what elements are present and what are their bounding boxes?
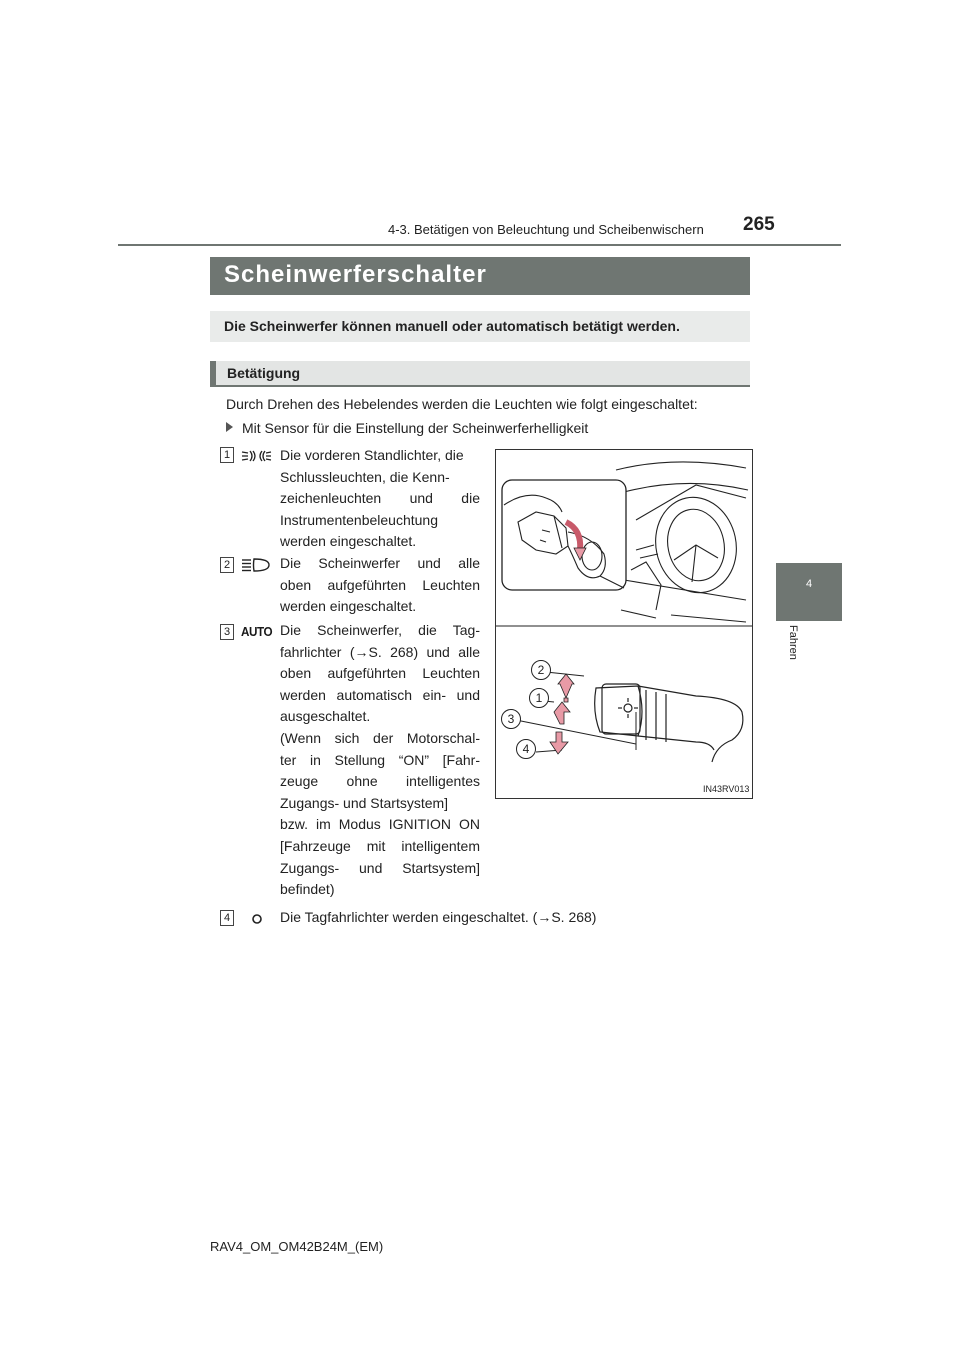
subsection-bar	[210, 361, 750, 387]
page-number: 265	[743, 214, 775, 235]
figure-callout-2: 2	[531, 660, 551, 680]
running-header: 4-3. Betätigen von Beleuchtung und Scheibenwischern	[388, 222, 704, 237]
page-title: Scheinwerferschalter	[224, 261, 487, 288]
headlight-switch-illustration	[495, 449, 753, 799]
bullet-arrow-icon	[226, 422, 233, 432]
figure-callout-3: 3	[501, 709, 521, 729]
item-number-4: 4	[220, 910, 234, 926]
intro-text: Durch Drehen des Hebelendes werden die Leuchten wie folgt eingeschaltet:	[226, 396, 698, 412]
figure-callout-4: 4	[516, 739, 536, 759]
item-number-2: 2	[220, 557, 234, 573]
chapter-number: 4	[805, 578, 813, 590]
item-number-1: 1	[220, 447, 234, 463]
item-2-description: Die Scheinwerfer und alle oben aufgeführten Leuchten werden eingeschaltet.	[280, 555, 480, 615]
subsection-title: Betätigung	[227, 365, 301, 381]
lead-box	[210, 311, 750, 342]
figure-callout-1: 1	[529, 688, 549, 708]
lead-text: Die Scheinwerfer können manuell oder automatisch betätigt werden.	[224, 318, 680, 334]
item-4-description: Die Tagfahrlichter werden eingeschaltet. (→S. 268)	[280, 909, 597, 925]
bullet-text: Mit Sensor für die Einstellung der Scheinwerferhelligkeit	[242, 420, 589, 436]
headlight-icon	[240, 557, 272, 573]
document-code: RAV4_OM_OM42B24M_(EM)	[210, 1239, 384, 1254]
item-number-3: 3	[220, 624, 234, 640]
header-divider	[118, 244, 841, 246]
chapter-label: Fahren	[787, 625, 799, 660]
chapter-tab	[776, 563, 842, 621]
item-3-description: Die Scheinwerfer, die Tag- fahrlichter (→S. 268) und alle oben aufgeführten Leuchten werden automatisch ein- und ausgeschaltet. (Wenn sich der Motorschal- ter in Stellung “ON” [Fahr- zeuge ohne intelligentes Zugangs- und Startsystem] bzw. im Modus IGNITION ON [Fahrzeuge mit intelligentem Zugangs- und Startsystem] befindet)	[280, 622, 480, 898]
subsection-accent	[210, 361, 216, 385]
item-1-description: Die vorderen Standlichter, die Schlussleuchten, die Kenn- zeichenleuchten und die Instrumentenbeleuchtung werden eingeschaltet.	[280, 447, 480, 550]
parking-lights-icon	[240, 448, 272, 464]
off-circle-icon	[240, 911, 272, 927]
figure-code: IN43RV013	[703, 784, 750, 794]
auto-icon: AUTO	[241, 624, 273, 639]
section-title-bar	[210, 257, 750, 295]
bullet-item	[226, 420, 588, 436]
